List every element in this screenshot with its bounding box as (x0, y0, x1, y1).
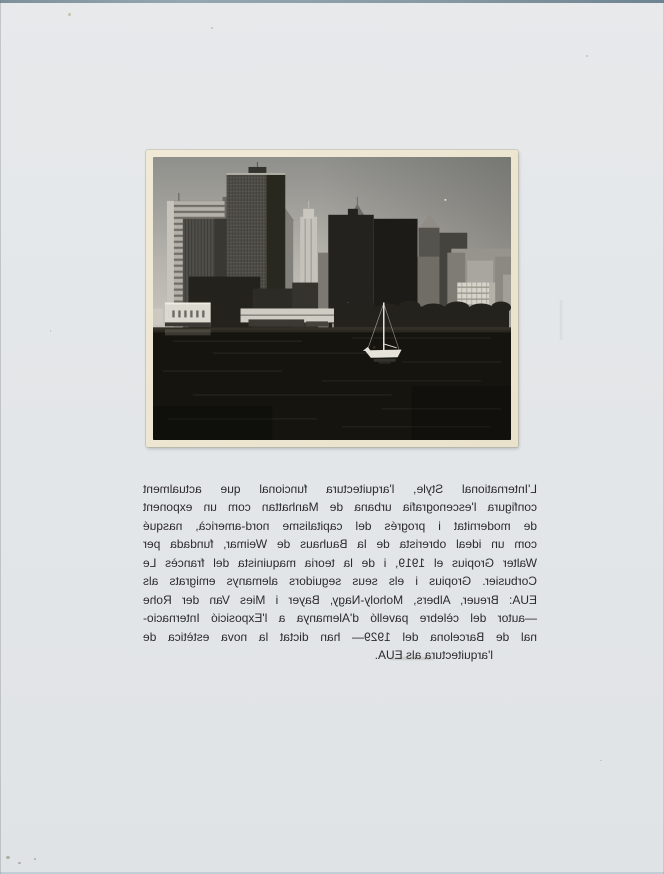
water (153, 327, 511, 440)
caption-line: L'International Style, l'arquitectura funcional que actualment (143, 482, 537, 496)
caption-line: nal de Barcelona del 1929— han dictat la nova estètica de (143, 629, 537, 644)
board-smudge (560, 300, 562, 340)
caption-line: Corbusier. Gropius i els seus seguidors alemanys emigrats als (143, 574, 537, 589)
board-left-edge (0, 0, 1, 874)
board-speck (68, 13, 71, 16)
caption-line: de modernitat i progrés del capitalisme nord-americà, nasqué (143, 518, 537, 533)
caption-line: EUA: Breuer, Albers, Moholy-Nagy, Bayer i Mies Van der Rohe (143, 592, 537, 607)
board-speck (34, 858, 36, 860)
board-speck (6, 856, 10, 859)
board-speck (18, 862, 21, 864)
mirrored-caption-block (143, 480, 537, 664)
skyline-photo-print (146, 150, 518, 447)
board-speck (211, 27, 213, 29)
caption-last-line: l'arquitectura als EUA. (374, 647, 493, 662)
board-top-edge (0, 0, 664, 3)
caption-line: com un ideal obrerista de la Bauhaus de Weimar, fundada per (143, 537, 537, 552)
caption-line: —autor del cèlebre pavelló d'Alemanya a l'Exposició Internacio- (143, 611, 537, 626)
board-speck (50, 330, 51, 332)
bird-speck (444, 199, 446, 201)
manhattan-skyline-photo (153, 157, 511, 440)
board-speck (586, 55, 588, 57)
caption-line: Walter Gropius el 1919, i de la teoria maquinista del francès Le (143, 555, 537, 570)
caption-line: configura l'escenografia urbana de Manhattan com un exponent (143, 500, 537, 515)
board-speck (600, 760, 602, 761)
